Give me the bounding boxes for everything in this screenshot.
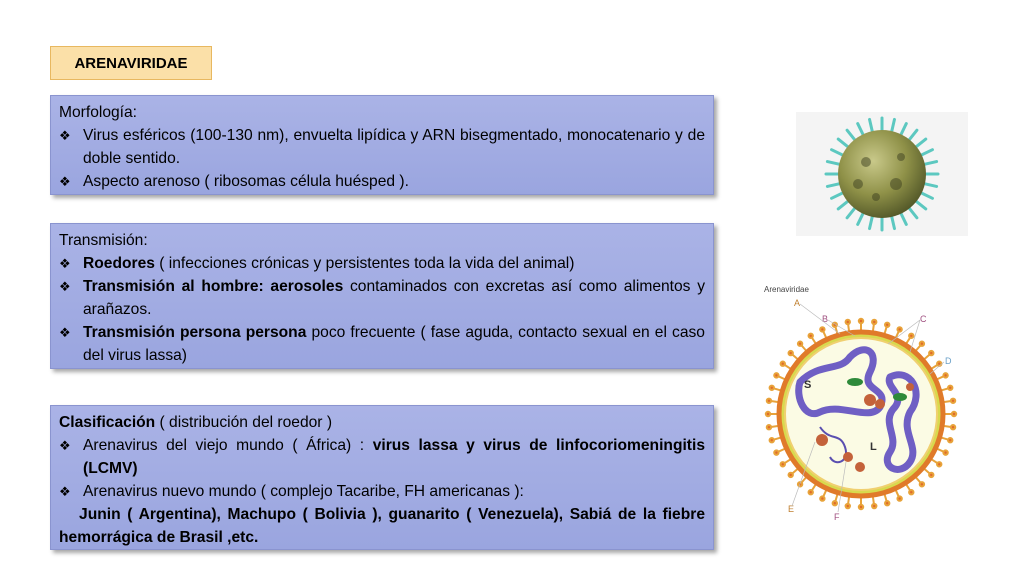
list-item [59, 434, 705, 480]
transmision-heading: Transmisión: [59, 232, 148, 249]
diagram-label-e: E [788, 504, 795, 514]
new-world-viruses [59, 503, 705, 549]
diamond-bullet-icon: ❖ [59, 484, 71, 499]
list-item [59, 480, 705, 503]
diagram-label-c: C [920, 314, 927, 324]
heading-rest: ( distribución del roedor ) [155, 414, 333, 431]
bullet-bold: Roedores [83, 255, 155, 272]
bullet-rest: ( infecciones crónicas y persistentes toda la vida del animal) [154, 255, 575, 272]
transmision-panel [50, 223, 714, 369]
diagram-label-f: F [834, 512, 840, 522]
diamond-bullet-icon: ❖ [59, 438, 71, 453]
virus-3d-graphic [796, 112, 968, 236]
bullet-rest: contaminados con excretas así como alimentos y arañazos. [83, 278, 705, 318]
diagram-label-l: L [870, 441, 877, 453]
clasificacion-panel [50, 405, 714, 550]
diagram-label-b: B [822, 314, 829, 324]
list-item [59, 124, 705, 170]
arenavirus-diagram [760, 282, 960, 522]
diagram-label-d: D [945, 356, 952, 366]
bullet-text [83, 321, 705, 367]
diagram-label-a: A [794, 298, 801, 308]
diamond-bullet-icon: ❖ [59, 279, 71, 294]
bullet-bold: Transmisión al hombre: aerosoles [83, 278, 344, 295]
list-item [59, 252, 705, 275]
bullet-bold: Transmisión persona persona [83, 324, 307, 341]
heading-bold: Clasificación [59, 414, 156, 431]
para-bold: Junin ( Argentina), Machupo ( Bolivia ), guanarito ( Venezuela), Sabiá de la fiebre hemorrágica de Brasil ,etc. [59, 506, 706, 546]
bullet-rest: poco frecuente ( fase aguda, contacto sexual en el caso del virus lassa) [83, 324, 705, 364]
diamond-bullet-icon: ❖ [59, 128, 71, 143]
bullet-bold: virus lassa y virus de linfocoriomeningitis (LCMV) [83, 437, 705, 477]
morfologia-heading: Morfología: [59, 104, 138, 121]
virus-3d-image [796, 112, 968, 236]
bullet-text [83, 434, 705, 480]
diamond-bullet-icon: ❖ [59, 325, 71, 340]
bullet-text: Aspecto arenoso ( ribosomas célula huésped ). [83, 173, 409, 190]
bullet-rest: Arenavirus del viejo mundo ( África) : [83, 437, 373, 454]
morfologia-panel [50, 95, 714, 195]
diagram-title: Arenaviridae [764, 285, 809, 294]
slide-title: ARENAVIRIDAE [50, 46, 212, 80]
diamond-bullet-icon: ❖ [59, 174, 71, 189]
bullet-text: Arenavirus nuevo mundo ( complejo Tacaribe, FH americanas ): [83, 483, 524, 500]
list-item [59, 170, 705, 193]
diamond-bullet-icon: ❖ [59, 256, 71, 271]
clasificacion-heading [59, 411, 705, 434]
list-item [59, 321, 705, 367]
arenavirus-schematic [760, 282, 960, 522]
bullet-text: Virus esféricos (100-130 nm), envuelta lipídica y ARN bisegmentado, monocatenario y de doble sentido. [83, 127, 705, 167]
diagram-label-s: S [804, 379, 812, 391]
list-item [59, 275, 705, 321]
bullet-text [83, 252, 705, 275]
bullet-text [83, 275, 705, 321]
